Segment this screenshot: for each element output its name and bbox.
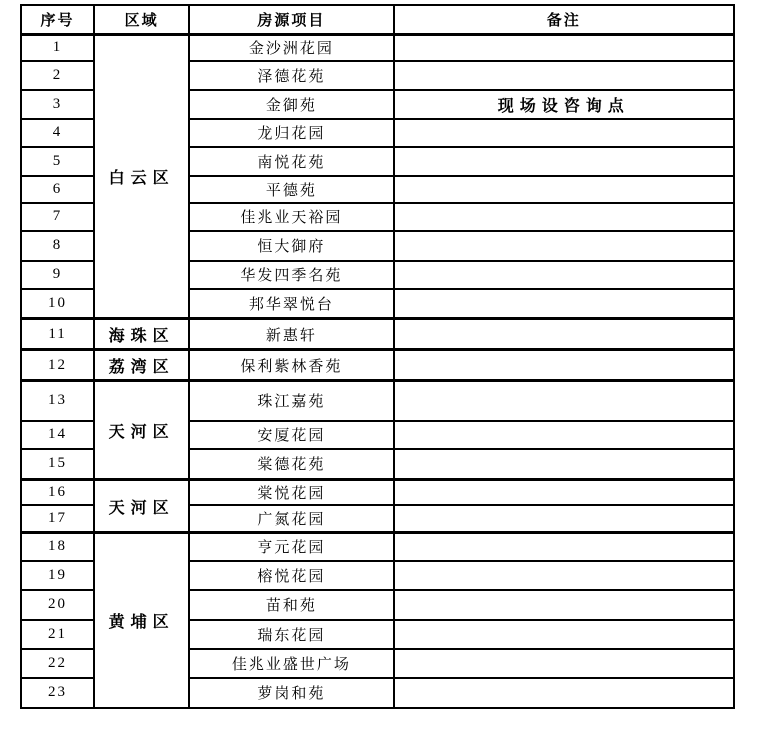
serial-cell: 6 <box>21 176 94 203</box>
header-serial: 序号 <box>21 5 94 35</box>
district-cell: 荔湾区 <box>94 350 189 381</box>
serial-cell: 10 <box>21 289 94 319</box>
remark-cell <box>394 620 735 649</box>
remark-cell <box>394 381 735 421</box>
serial-cell: 8 <box>21 231 94 261</box>
table-row <box>21 533 734 561</box>
project-cell: 新惠轩 <box>189 319 393 350</box>
project-cell: 邦华翠悦台 <box>189 289 393 319</box>
remark-cell <box>394 203 735 231</box>
project-cell: 华发四季名苑 <box>189 261 393 289</box>
project-cell: 金沙洲花园 <box>189 35 393 61</box>
table-row <box>21 319 734 350</box>
serial-cell: 11 <box>21 319 94 350</box>
remark-cell <box>394 449 735 480</box>
serial-cell: 1 <box>21 35 94 61</box>
remark-cell <box>394 147 735 176</box>
district-cell: 天河区 <box>94 480 189 533</box>
remark-cell <box>394 505 735 533</box>
serial-cell: 21 <box>21 620 94 649</box>
header-remark: 备注 <box>394 5 735 35</box>
district-cell: 黄埔区 <box>94 533 189 708</box>
project-cell: 泽德花苑 <box>189 61 393 90</box>
serial-cell: 13 <box>21 381 94 421</box>
district-cell: 天河区 <box>94 381 189 480</box>
serial-cell: 3 <box>21 90 94 119</box>
project-cell: 金御苑 <box>189 90 393 119</box>
remark-cell <box>394 61 735 90</box>
project-cell: 保利紫林香苑 <box>189 350 393 381</box>
serial-cell: 20 <box>21 590 94 620</box>
remark-cell <box>394 231 735 261</box>
serial-cell: 7 <box>21 203 94 231</box>
project-cell: 佳兆业盛世广场 <box>189 649 393 678</box>
serial-cell: 16 <box>21 480 94 505</box>
remark-cell: 现场设咨询点 <box>394 90 735 119</box>
remark-cell <box>394 119 735 147</box>
housing-table <box>20 4 735 709</box>
serial-cell: 17 <box>21 505 94 533</box>
remark-cell <box>394 649 735 678</box>
remark-cell <box>394 590 735 620</box>
project-cell: 恒大御府 <box>189 231 393 261</box>
serial-cell: 5 <box>21 147 94 176</box>
project-cell: 广氮花园 <box>189 505 393 533</box>
table-row <box>21 381 734 421</box>
project-cell: 榕悦花园 <box>189 561 393 590</box>
header-project: 房源项目 <box>189 5 393 35</box>
remark-cell <box>394 480 735 505</box>
remark-cell <box>394 561 735 590</box>
remark-cell <box>394 421 735 449</box>
remark-cell <box>394 176 735 203</box>
remark-cell <box>394 678 735 708</box>
remark-cell <box>394 533 735 561</box>
project-cell: 棠德花苑 <box>189 449 393 480</box>
project-cell: 龙归花园 <box>189 119 393 147</box>
project-cell: 亨元花园 <box>189 533 393 561</box>
project-cell: 萝岗和苑 <box>189 678 393 708</box>
header-district: 区域 <box>94 5 189 35</box>
serial-cell: 19 <box>21 561 94 590</box>
remark-cell <box>394 289 735 319</box>
serial-cell: 18 <box>21 533 94 561</box>
project-cell: 平德苑 <box>189 176 393 203</box>
district-cell: 白云区 <box>94 35 189 319</box>
table-row <box>21 350 734 381</box>
serial-cell: 23 <box>21 678 94 708</box>
serial-cell: 22 <box>21 649 94 678</box>
remark-cell <box>394 319 735 350</box>
project-cell: 佳兆业天裕园 <box>189 203 393 231</box>
serial-cell: 4 <box>21 119 94 147</box>
project-cell: 珠江嘉苑 <box>189 381 393 421</box>
serial-cell: 14 <box>21 421 94 449</box>
project-cell: 安厦花园 <box>189 421 393 449</box>
remark-cell <box>394 350 735 381</box>
project-cell: 苗和苑 <box>189 590 393 620</box>
project-cell: 棠悦花园 <box>189 480 393 505</box>
serial-cell: 2 <box>21 61 94 90</box>
project-cell: 南悦花苑 <box>189 147 393 176</box>
serial-cell: 9 <box>21 261 94 289</box>
housing-table-body <box>21 35 734 708</box>
table-row <box>21 35 734 61</box>
table-row <box>21 480 734 505</box>
remark-cell <box>394 261 735 289</box>
remark-cell <box>394 35 735 61</box>
project-cell: 瑞东花园 <box>189 620 393 649</box>
district-cell: 海珠区 <box>94 319 189 350</box>
serial-cell: 15 <box>21 449 94 480</box>
serial-cell: 12 <box>21 350 94 381</box>
header-row <box>21 5 734 35</box>
